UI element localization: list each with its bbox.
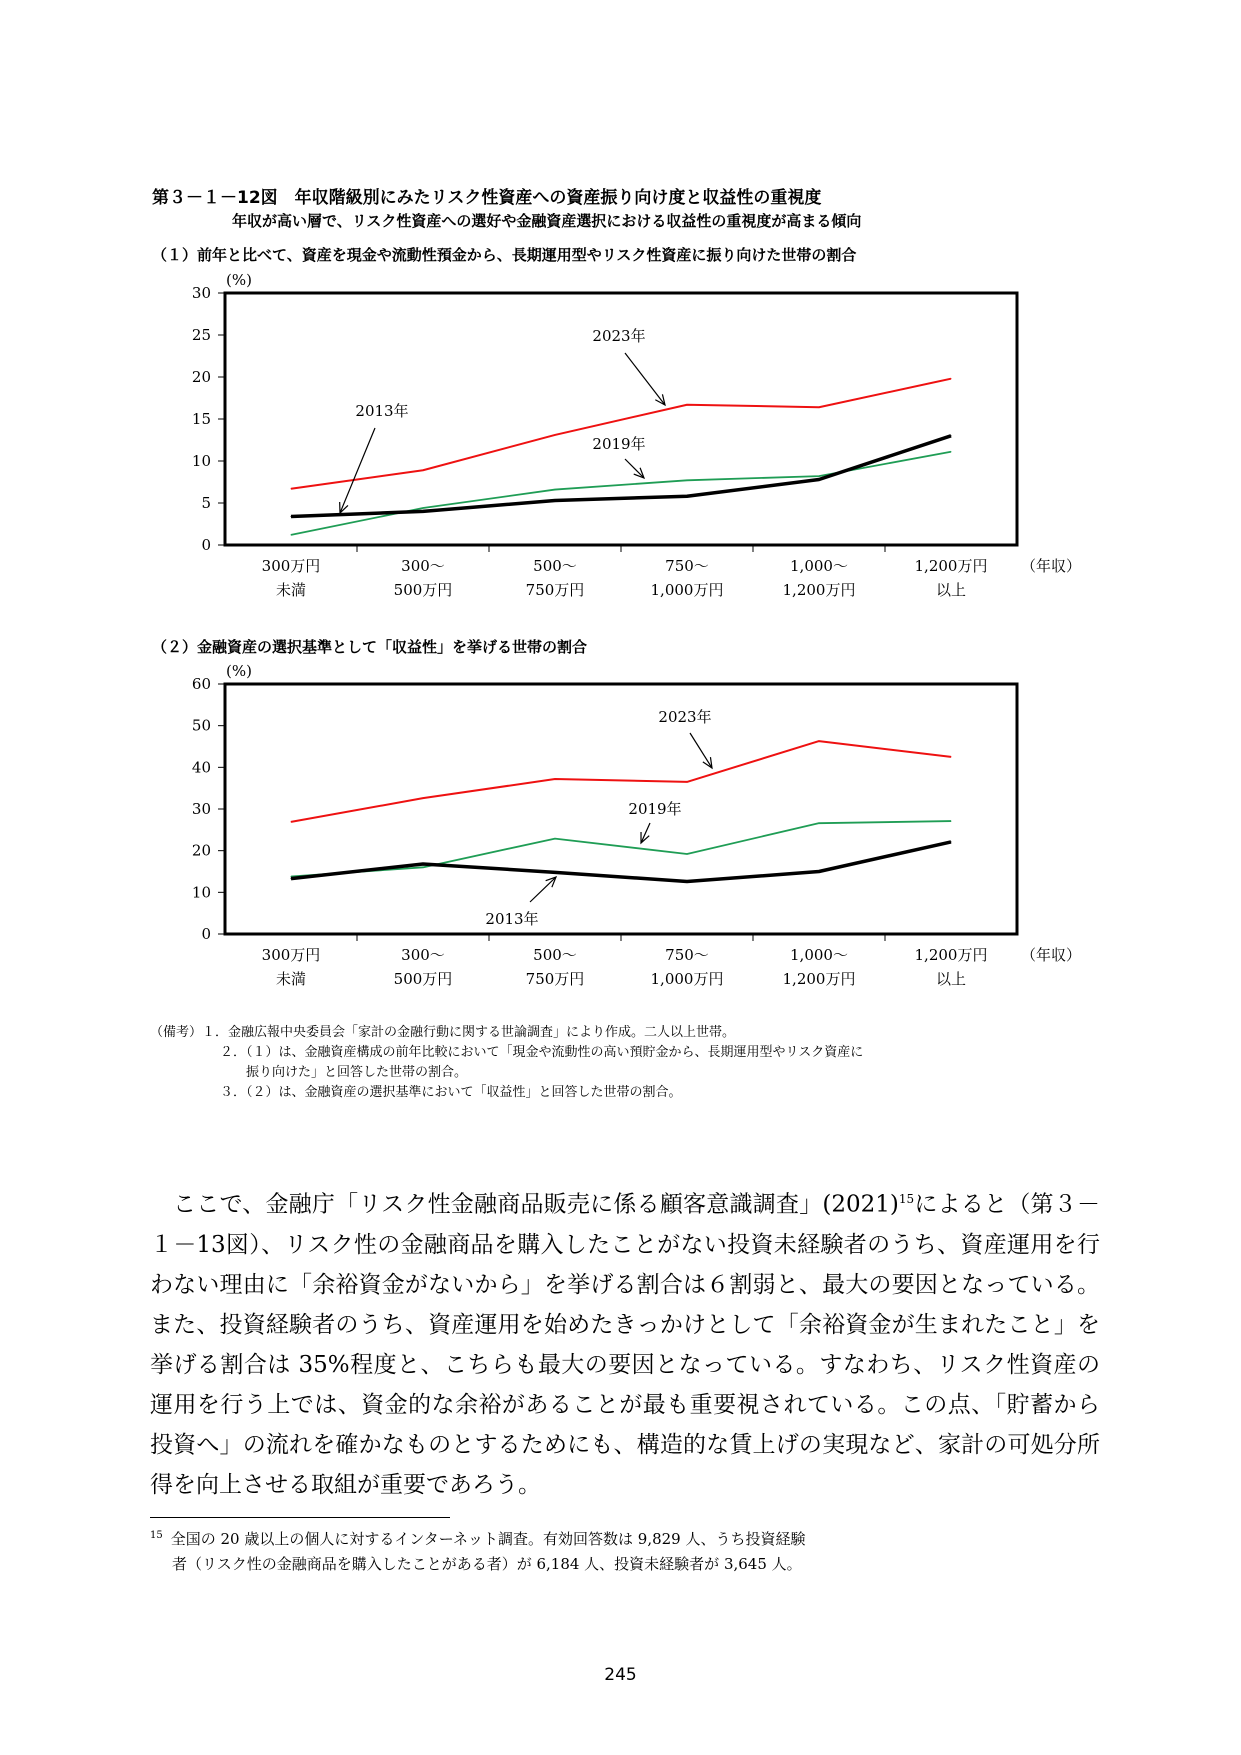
figure-title: 第３－１－12図 年収階級別にみたリスク性資産への資産振り向け度と収益性の重視度 (152, 188, 822, 208)
data-point (423, 798, 424, 799)
footnote-line-2: 者（リスク性の金融商品を購入したことがある者）が 6,184 人、投資未経験者が 3,645 人。 (172, 1555, 802, 1573)
x-tick-label: 以上 (935, 970, 967, 988)
x-tick-label: 1,200万円 (914, 557, 988, 575)
page-number: 245 (604, 1665, 637, 1685)
y-axis-label: (%) (226, 662, 252, 680)
arrow-icon (690, 733, 712, 768)
data-point (951, 841, 952, 842)
y-axis-label: (%) (226, 271, 252, 289)
data-point (423, 867, 424, 868)
footnote-line-1: 全国の 20 歳以上の個人に対するインターネット調査。有効回答数は 9,829 人、うち投資経験 (170, 1530, 806, 1548)
data-point (819, 741, 820, 742)
arrow-icon (530, 877, 556, 902)
series-line-2013 (291, 842, 951, 882)
data-point (423, 508, 424, 509)
y-tick-label: 20 (191, 841, 211, 860)
x-tick-label: 750～ (665, 946, 709, 964)
x-tick-label: 1,000万円 (650, 581, 724, 599)
panel1-title: （１）前年と比べて、資産を現金や流動性預金から、長期運用型やリスク性資産に振り向けた世帯の割合 (152, 246, 857, 264)
arrow-icon (641, 823, 650, 843)
y-tick-label: 0 (201, 536, 211, 554)
x-tick-label: 1,000万円 (650, 970, 724, 988)
y-tick-label: 0 (201, 925, 211, 943)
series-label: 2013年 (485, 910, 539, 928)
data-point (555, 838, 556, 839)
body-text-start: ここで、金融庁「リスク性金融商品販売に係る顧客意識調査」(2021) (173, 1191, 899, 1218)
note-3: ３．（２）は、金融資産の選択基準において「収益性」と回答した世帯の割合。 (220, 1085, 682, 1100)
series-label: 2023年 (592, 327, 646, 345)
data-point (687, 781, 688, 782)
note-2-cont: 振り向けた」と回答した世帯の割合。 (246, 1065, 468, 1080)
data-point (555, 500, 556, 501)
data-point (819, 823, 820, 824)
arrow-icon (340, 428, 375, 513)
data-point (555, 872, 556, 873)
x-tick-label: 300～ (401, 557, 445, 575)
body-text-rest: によると（第３－１－13図）、リスク性の金融商品を購入したことがない投資未経験者のうち、資産運用を行わない理由に「余裕資金がないから」を挙げる割合は６割弱と、最大の要因となっている。また、投資経験者のうち、資産運用を始めたきっかけとして「余裕資金が生まれたこと」を挙げる割合は 35%程度と、こちらも最大の要因となっている。すなわち、リスク性資産の運用を行う上では、資金的な余裕があることが最も重要視されている。この点、「貯蓄から投資へ」の流れを確かなものとするためにも、構造的な賃上げの実現など、家計の可処分所得を向上させる取組が重要であろう。 (150, 1191, 1100, 1498)
arrow-head-icon (703, 757, 712, 768)
series-label: 2019年 (628, 800, 682, 818)
figure-subtitle: 年収が高い層で、リスク性資産への選好や金融資産選択における収益性の重視度が高まる傾向 (232, 212, 862, 230)
x-tick-label: 750万円 (525, 970, 585, 988)
data-point (951, 756, 952, 757)
x-tick-label: 未満 (275, 581, 307, 599)
y-tick-label: 30 (191, 800, 211, 818)
y-tick-label: 10 (191, 883, 211, 902)
x-tick-label: 1,200万円 (782, 581, 856, 599)
footnote (150, 1523, 1100, 1577)
footnote-ref: 15 (898, 1192, 915, 1206)
data-point (819, 479, 820, 480)
data-point (291, 534, 292, 535)
note-2: ２．（１）は、金融資産構成の前年比較において「現金や流動性の高い預貯金から、長期運用型やリスク資産に (220, 1045, 864, 1060)
y-tick-label: 20 (191, 368, 211, 386)
data-point (819, 476, 820, 477)
x-tick-label: 1,200万円 (914, 946, 988, 964)
data-point (687, 854, 688, 855)
data-point (555, 779, 556, 780)
series-label: 2019年 (592, 435, 646, 453)
series-line-2019 (291, 452, 951, 535)
x-tick-label: 1,000～ (790, 946, 848, 964)
data-point (291, 488, 292, 489)
chart-panel-2 (0, 650, 1241, 1010)
data-point (951, 451, 952, 452)
x-tick-label: 750万円 (525, 581, 585, 599)
y-tick-label: 25 (191, 326, 211, 344)
data-point (951, 378, 952, 379)
notes (150, 1023, 863, 1103)
chart-panel-1 (0, 258, 1241, 618)
x-axis-label: （年収） (1021, 557, 1082, 575)
x-tick-label: 300万円 (261, 557, 321, 575)
y-tick-label: 15 (191, 410, 211, 428)
x-tick-label: 1,000～ (790, 557, 848, 575)
data-point (423, 511, 424, 512)
x-tick-label: 以上 (935, 581, 967, 599)
x-tick-label: 500万円 (393, 970, 453, 988)
data-point (687, 480, 688, 481)
x-tick-label: 1,200万円 (782, 970, 856, 988)
arrow-icon (625, 459, 644, 478)
data-point (819, 407, 820, 408)
y-tick-label: 50 (191, 716, 211, 735)
data-point (819, 871, 820, 872)
y-tick-label: 30 (191, 284, 211, 302)
plot-frame (225, 684, 1017, 934)
data-point (951, 435, 952, 436)
data-point (291, 878, 292, 879)
arrow-icon (625, 353, 665, 405)
footnote-divider (150, 1517, 450, 1518)
body-paragraph (150, 1179, 1100, 1505)
series-label: 2013年 (355, 402, 409, 420)
data-point (291, 516, 292, 517)
footnote-mark: 15 (150, 1530, 163, 1541)
y-tick-label: 60 (191, 675, 211, 693)
series-line-2023 (291, 379, 951, 489)
y-tick-label: 5 (201, 494, 211, 512)
data-point (951, 821, 952, 822)
x-tick-label: 750～ (665, 557, 709, 575)
y-tick-label: 10 (191, 452, 211, 470)
data-point (291, 821, 292, 822)
panel2-title: （２）金融資産の選択基準として「収益性」を挙げる世帯の割合 (152, 638, 588, 656)
x-tick-label: 500～ (533, 946, 577, 964)
data-point (555, 434, 556, 435)
x-tick-label: 500万円 (393, 581, 453, 599)
x-tick-label: 500～ (533, 557, 577, 575)
x-tick-label: 300～ (401, 946, 445, 964)
data-point (555, 489, 556, 490)
x-tick-label: 300万円 (261, 946, 321, 964)
series-line-2023 (291, 741, 951, 822)
data-point (687, 496, 688, 497)
x-axis-label: （年収） (1021, 946, 1082, 964)
x-tick-label: 未満 (275, 970, 307, 988)
note-1: （備考）１．金融広報中央委員会「家計の金融行動に関する世論調査」により作成。二人以上世帯。 (150, 1025, 736, 1040)
series-label: 2023年 (658, 708, 712, 726)
data-point (423, 470, 424, 471)
data-point (423, 864, 424, 865)
data-point (687, 881, 688, 882)
data-point (687, 404, 688, 405)
y-tick-label: 40 (191, 758, 211, 777)
